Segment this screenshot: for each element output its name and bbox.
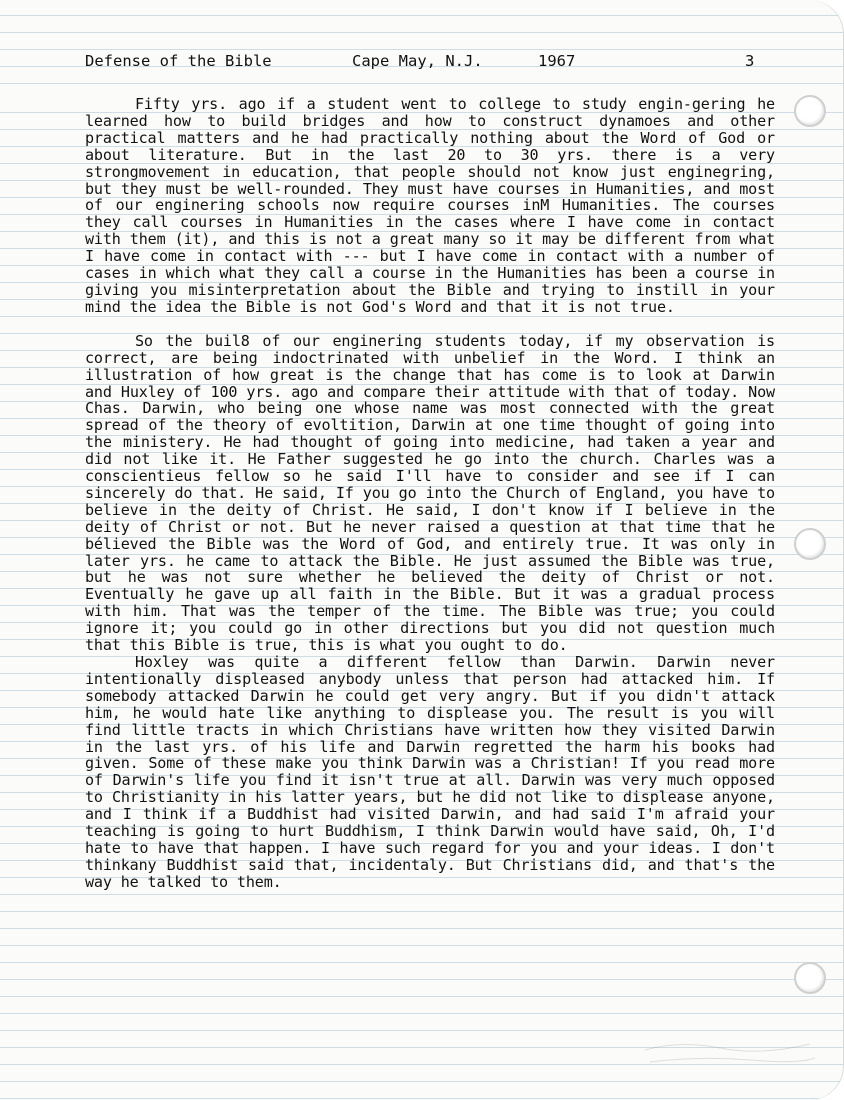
paragraph-3: Hoxley was quite a different fellow than Darwin. Darwin never intentionally displeased anybody unless that person had attacked him. If somebody attacked Darwin he could get very angry. But if you didn't attack him, he would hate like anything to displease you. The result is you will find little tracts in which Christians have written how they visited Darwin in the last yrs. of his life and Darwin regretted the harm his books had given. Some of these make you think Darwin was a Christian! If you read more of Darwin's life you find it isn't true at all. Darwin was very much opposed to Christianity in his latter years, but he did not like to displease anyone, and I think if a Buddhist had visited Darwin, and had said I'm afraid your teaching is going to hurt Buddhism, I think Darwin would have said, Oh, I'd hate to have that happen. I have such regard for you and your ideas. I don't thinkany Buddhist said that, incidentaly. But Christians did, and that's the way he talked to them. [85,653,775,891]
binder-hole-bottom [794,962,826,994]
header-place: Cape May, N.J. [352,52,483,70]
binder-hole-top [794,95,826,127]
paragraph-1: Fifty yrs. ago if a student went to college to study engin-gering he learned how to build bridges and how to construct dynamoes and other practical matters and he had practically nothing about the Word of God or about literature. But in the last 20 to 30 yrs. there is a very strongmovement in education, that people should not know just enginegring, but they must be well-rounded. They must have courses in Humanities, and most of our enginering schools now require courses inM Humanities. The courses they call courses in Humanities in the cases where I have come in contact with them (it), and this is not a great many so it may be different from what I have come in contact with --- but I have come in contact with a number of cases in which what they call a course in the Humanities has been a course in giving you misinterpretation about the Bible and trying to instill in your mind the idea the Bible is not God's Word and that it is not true. [85,95,775,316]
page-number: 3 [745,52,755,70]
binder-hole-middle [794,528,826,560]
faint-pencil-marks [640,1030,820,1070]
header-year: 1967 [538,52,576,70]
body-text [85,96,775,891]
header-title: Defense of the Bible [85,52,272,70]
paragraph-2: So the buil8 of our enginering students today, if my observation is correct, are being indoctrinated with unbelief in the Word. I think an illustration of how great is the change that has come is to look at Darwin and Huxley of 100 yrs. ago and compare their attitude with that of today. Now Chas. Darwin, who being one whose name was most connected with the great spread of the theory of evoltition, Darwin at one time thought of going into the ministery. He had thought of going into medicine, had taken a year and did not like it. He Father suggested he go into the church. Charles was a conscientieus fellow so he said I'll have to consider and see if I can sincerely do that. He said, If you go into the Church of England, you have to believe in the deity of Christ. He said, I don't know if I believe in the deity of Christ or not. But he never raised a question at that time that he bélieved the Bible was the Word of God, and entirely true. It was only in later yrs. he came to attack the Bible. He just assumed the Bible was true, but he was not sure whether he believed the deity of Christ or not. Eventually he gave up all faith in the Bible. But it was a gradual process with him. That was the temper of the time. The Bible was true; you could ignore it; you could go in other directions but you did not question much that this Bible is true, this is what you ought to do. [85,331,775,655]
